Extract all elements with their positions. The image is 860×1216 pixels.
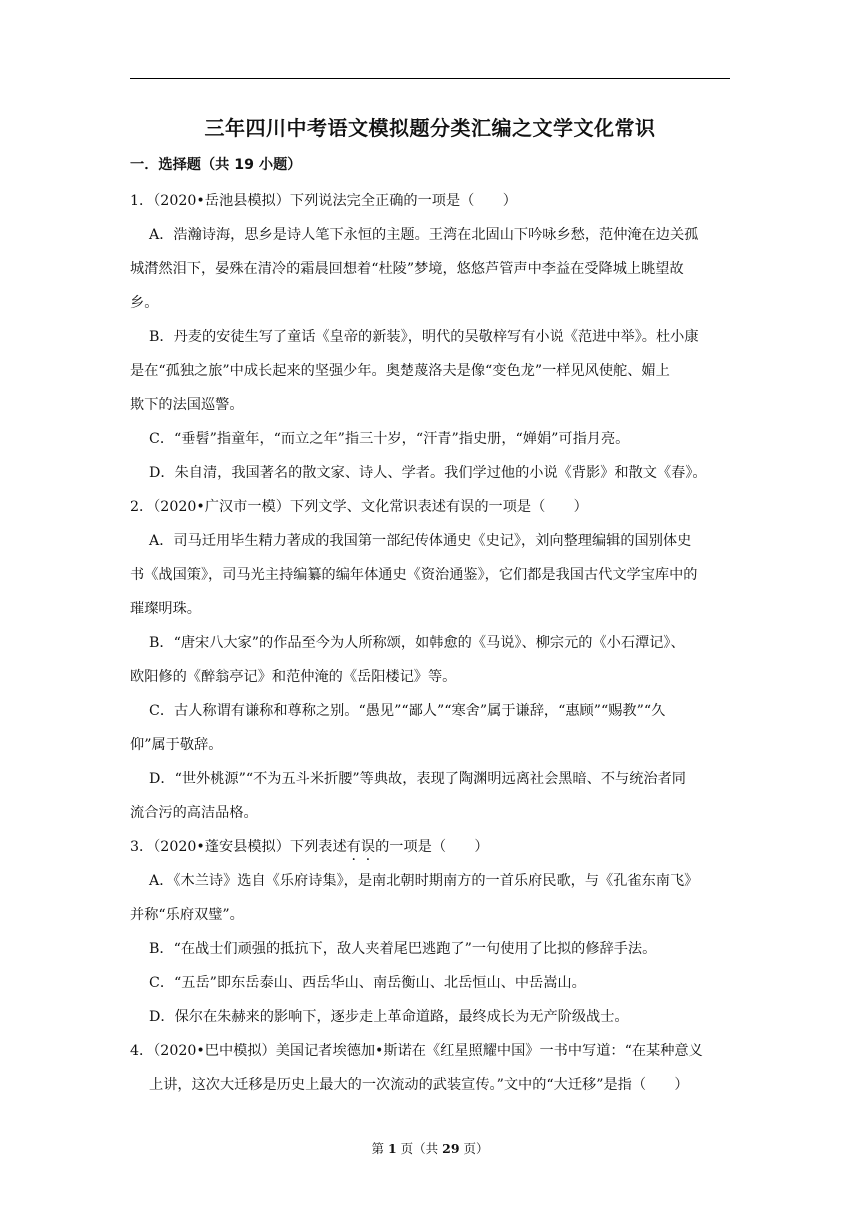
page-number: 1: [387, 1141, 397, 1156]
footer-text: 第: [371, 1141, 388, 1156]
q2-option-b: B．“唐宋八大家”的作品至今为人所称颂，如韩愈的《马说》、柳宗元的《小石潭记》、: [149, 635, 685, 651]
q1-option-b-cont: 欺下的法国巡警。: [130, 397, 244, 413]
q2-option-d-cont: 流合污的高洁品格。: [130, 805, 258, 821]
q2-option-d: D．“世外桃源”“不为五斗米折腰”等典故，表现了陶渊明远离社会黑暗、不与统治者同: [149, 771, 686, 787]
footer-text: 页（共: [396, 1141, 443, 1156]
question-2-stem: 2．（2020•广汉市一模）下列文学、文化常识表述有误的一项是（ ）: [130, 499, 588, 515]
q1-option-d: D．朱自清，我国著名的散文家、诗人、学者。我们学过他的小说《背影》和散文《春》。: [149, 465, 707, 481]
question-4-stem: 4．（2020•巴中模拟）美国记者埃德加•斯诺在《红星照耀中国》一书中写道：“在某种意义: [130, 1043, 703, 1059]
q3-option-a-cont: 并称“乐府双璧”。: [130, 907, 244, 923]
q2-option-c: C．古人称谓有谦称和尊称之别。“愚见”“鄙人”“寒舍”属于谦辞，“惠顾”“赐教”“久: [149, 703, 666, 719]
q3-option-c: C．“五岳”即东岳泰山、西岳华山、南岳衡山、北岳恒山、中岳嵩山。: [149, 975, 586, 991]
q3-stem-text: 3．（2020•蓬安县模拟）下列表述: [130, 839, 347, 855]
q1-option-a: A．浩瀚诗海，思乡是诗人笔下永恒的主题。王湾在北固山下吟咏乡愁，范仲淹在边关孤: [149, 227, 699, 243]
page-title: 三年四川中考语文模拟题分类汇编之文学文化常识: [204, 116, 656, 140]
q1-option-b-cont: 是在“孤独之旅”中成长起来的坚强少年。奥楚蔑洛夫是像“变色龙”一样见风使舵、媚上: [130, 363, 670, 379]
section-heading: 一．选择题（共 19 小题）: [130, 157, 302, 173]
page-footer: [0, 1139, 860, 1157]
question-4-stem-cont: 上讲，这次大迁移是历史上最大的一次流动的武装宣传。”文中的“大迁移”是指（ ）: [149, 1077, 689, 1093]
q1-option-a-cont: 城潸然泪下，晏殊在清冷的霜晨回想着“杜陵”梦境，悠悠芦管声中李益在受降城上眺望故: [130, 261, 684, 277]
q3-stem-text: 的一项是（ ）: [375, 839, 489, 855]
q3-option-b: B．“在战士们顽强的抵抗下，敌人夹着尾巴逃跑了”一句使用了比拟的修辞手法。: [149, 941, 657, 957]
footer-text: 页）: [459, 1141, 489, 1156]
q1-option-c: C．“垂髫”指童年，“而立之年”指三十岁，“汗青”指史册，“婵娟”可指月亮。: [149, 431, 630, 447]
q2-option-a: A．司马迁用毕生精力著成的我国第一部纪传体通史《史记》，刘向整理编辑的国别体史: [149, 533, 692, 549]
q2-option-a-cont: 璀璨明珠。: [130, 601, 201, 617]
question-3-stem: [130, 830, 730, 864]
q2-option-b-cont: 欧阳修的《醉翁亭记》和范仲淹的《岳阳楼记》等。: [130, 669, 457, 685]
q3-option-d: D．保尔在朱赫来的影响下，逐步走上革命道路，最终成长为无产阶级战士。: [149, 1009, 629, 1025]
q1-option-b: B．丹麦的安徒生写了童话《皇帝的新装》，明代的吴敬梓写有小说《范进中举》。杜小康: [149, 329, 699, 345]
document-body: [130, 152, 730, 1102]
q3-option-a: A．《木兰诗》选自《乐府诗集》，是南北朝时期南方的一首乐府民歌，与《孔雀东南飞》: [149, 873, 699, 889]
question-1-stem: 1．（2020•岳池县模拟）下列说法完全正确的一项是（ ）: [130, 193, 517, 209]
q2-option-a-cont: 书《战国策》，司马光主持编纂的编年体通史《资治通鉴》，它们都是我国古代文学宝库中的: [130, 567, 698, 583]
q3-emphasis-char: 误: [360, 839, 376, 855]
q3-emphasis-char: 有: [346, 839, 361, 855]
q1-option-a-cont: 乡。: [130, 295, 159, 311]
header-rule: [130, 78, 730, 79]
q2-option-c-cont: 仰”属于敬辞。: [130, 737, 223, 753]
total-pages: 29: [442, 1141, 460, 1156]
